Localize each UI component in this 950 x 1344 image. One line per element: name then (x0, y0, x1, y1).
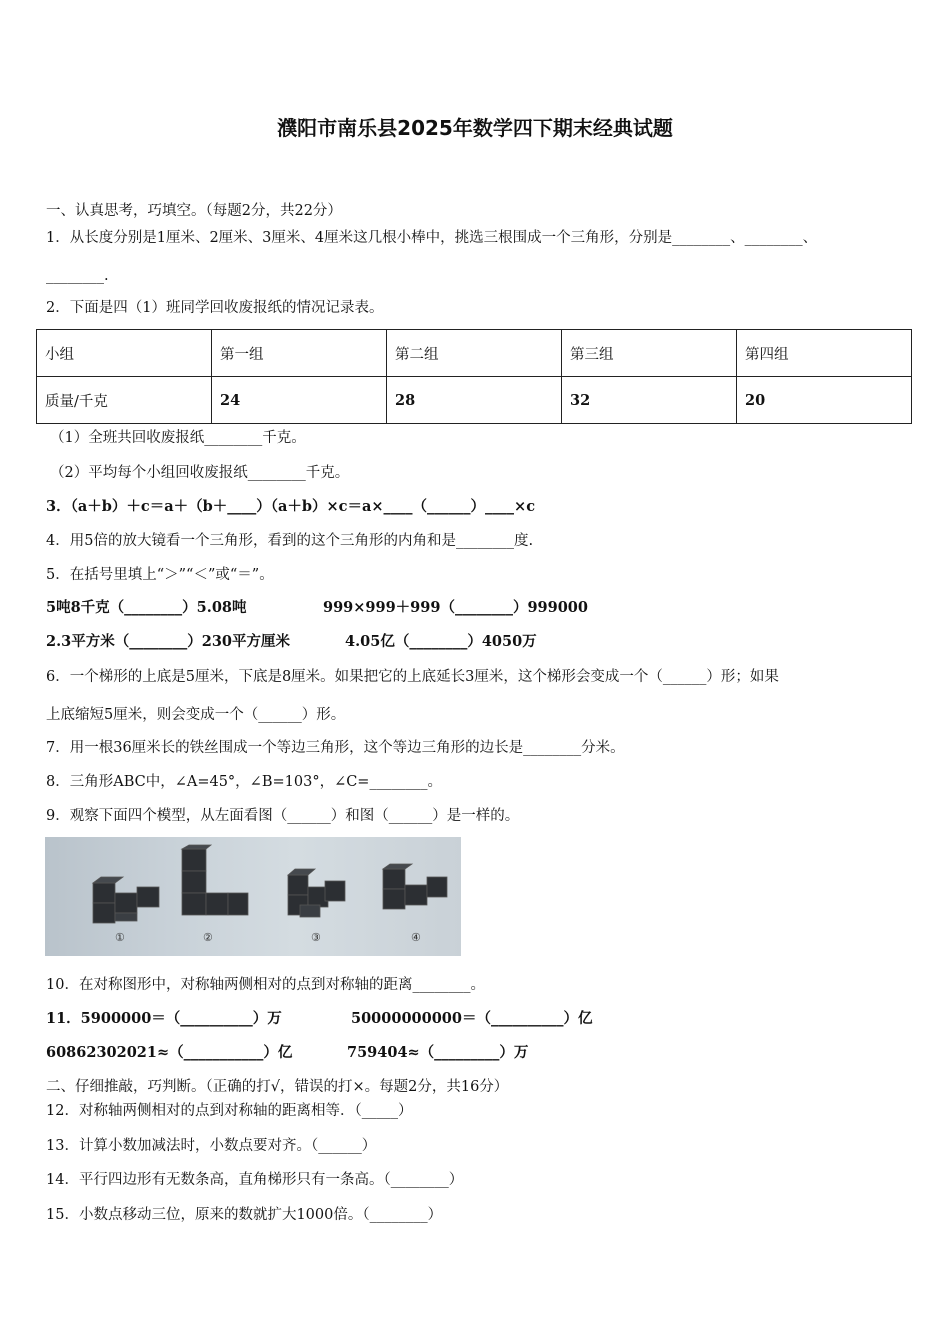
question-1-continued: ________. (46, 268, 109, 284)
question-6: 6．一个梯形的上底是5厘米，下底是8厘米。如果把它的上底延长3厘米，这个梯形会变成一个（______）形；如果 (46, 669, 779, 685)
question-3: 3．（a＋b）＋c＝a＋（b＋____）（a＋b）×c＝a×____（______）____×c (46, 498, 536, 515)
question-5-item-c: 2.3平方米（________）230平方厘米 (46, 633, 290, 650)
question-2: 2．下面是四（1）班同学回收废报纸的情况记录表。 (46, 300, 384, 316)
table-header-cell: 第一组 (212, 330, 387, 377)
section-1-heading: 一、认真思考，巧填空。（每题2分，共22分） (46, 203, 342, 219)
question-5-item-b: 999×999＋999（________）999000 (323, 599, 588, 616)
question-4: 4．用5倍的放大镜看一个三角形，看到的这个三角形的内角和是________度. (46, 533, 534, 549)
question-11-item-c: 60862302021≈（___________）亿 (46, 1044, 293, 1061)
table-header-cell: 第二组 (387, 330, 562, 377)
question-9: 9．观察下面四个模型，从左面看图（______）和图（______）是一样的。 (46, 808, 520, 824)
question-2-part-2: （2）平均每个小组回收废报纸________千克。 (50, 465, 350, 481)
question-11-item-b: 50000000000＝（__________）亿 (351, 1010, 593, 1027)
cube-models-drawing (45, 837, 461, 956)
figure-label-4: ④ (411, 931, 421, 944)
figure-label-2: ② (203, 931, 213, 944)
section-2-heading: 二、仔细推敲，巧判断。（正确的打√，错误的打×。每题2分，共16分） (46, 1079, 509, 1095)
table-header-cell: 第四组 (737, 330, 912, 377)
table-header-cell: 第三组 (562, 330, 737, 377)
figure-label-3: ③ (311, 931, 321, 944)
question-10: 10．在对称图形中，对称轴两侧相对的点到对称轴的距离________。 (46, 977, 485, 993)
table-cell: 28 (387, 377, 562, 424)
table-row (37, 377, 912, 424)
cube-models-figure (45, 837, 461, 956)
question-5-item-d: 4.05亿（________）4050万 (345, 633, 537, 650)
question-11-item-a: 11．5900000＝（__________）万 (46, 1010, 282, 1027)
table-cell: 20 (737, 377, 912, 424)
question-13: 13．计算小数加减法时，小数点要对齐。（______） (46, 1138, 377, 1154)
question-5-item-a: 5吨8千克（________）5.08吨 (46, 599, 247, 616)
question-8: 8．三角形ABC中，∠A=45°，∠B=103°，∠C=________。 (46, 774, 442, 790)
figure-label-1: ① (115, 931, 125, 944)
question-1: 1．从长度分别是1厘米、2厘米、3厘米、4厘米这几根小棒中，挑选三根围成一个三角形，分别是________、________、 (46, 230, 818, 246)
question-5: 5．在括号里填上“＞”“＜”或“＝”。 (46, 567, 274, 583)
question-11-item-d: 759404≈（_________）万 (347, 1044, 529, 1061)
question-2-part-1: （1）全班共回收废报纸________千克。 (50, 430, 306, 446)
question-15: 15．小数点移动三位，原来的数就扩大1000倍。（________） (46, 1207, 443, 1223)
table-cell: 32 (562, 377, 737, 424)
table-row-label: 质量/千克 (37, 377, 212, 424)
table-header-row (37, 330, 912, 377)
question-12: 12．对称轴两侧相对的点到对称轴的距离相等．（_____） (46, 1103, 413, 1119)
page-title: 濮阳市南乐县2025年数学四下期末经典试题 (277, 116, 673, 140)
recycling-table (36, 329, 912, 424)
question-14: 14．平行四边形有无数条高，直角梯形只有一条高。（________） (46, 1172, 464, 1188)
question-7: 7．用一根36厘米长的铁丝围成一个等边三角形，这个等边三角形的边长是________分米。 (46, 740, 625, 756)
table-cell: 24 (212, 377, 387, 424)
table-header-cell: 小组 (37, 330, 212, 377)
question-6-continued: 上底缩短5厘米，则会变成一个（______）形。 (46, 707, 346, 723)
